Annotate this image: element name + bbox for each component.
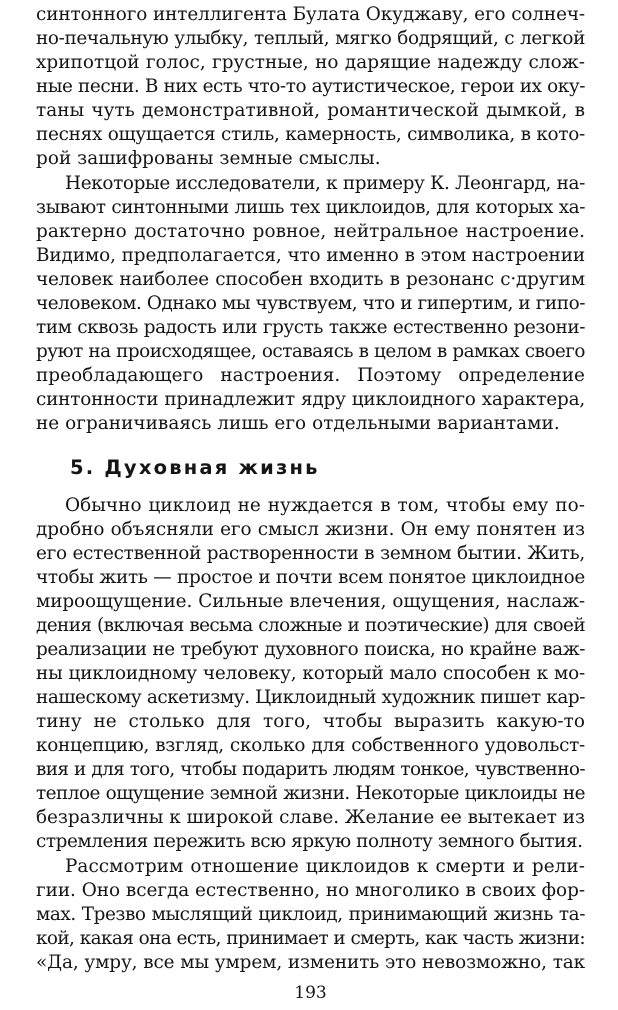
text-line: дения (включая весьма сложные и поэтические) для своей	[36, 615, 585, 636]
text-line: человек наиболее способен входить в резонанс с·другим	[36, 269, 585, 290]
text-line: Некоторые исследователи, к примеру К. Леонгард, на-	[65, 173, 585, 194]
text-line: дробно объясняли его смысл жизни. Он ему понятен из	[36, 519, 585, 540]
text-line: хрипотцой голос, грустные, но дарящие надежду слож-	[36, 52, 585, 73]
text-line: синтонного интеллигента Булата Окуджаву, его солнеч-	[36, 4, 585, 25]
text-line: таны чуть демонстративной, романтической дымкой, в	[36, 100, 585, 121]
text-line: вия и для того, чтобы подарить людям тонкое, чувственно-	[36, 759, 585, 780]
text-line: безразличны к широкой славе. Желание ее вытекает из	[36, 807, 585, 828]
text-line: Видимо, предполагается, что именно в этом настроении	[36, 245, 585, 266]
text-line: гии. Оно всегда естественно, но многолико в своих фор-	[36, 880, 585, 901]
text-line: мах. Трезво мыслящий циклоид, принимающий жизнь та-	[36, 904, 585, 925]
text-line: Обычно циклоид не нуждается в том, чтобы ему по-	[65, 495, 585, 516]
text-line: чтобы жить — простое и почти всем понятое циклоидное	[36, 567, 585, 588]
text-line: преобладающего настроения. Поэтому определение	[36, 365, 585, 386]
text-line: концепцию, взгляд, сколько для собственного удовольст-	[36, 735, 585, 756]
text-line: «Да, умру, все мы умрем, изменить это невозможно, так	[36, 952, 585, 973]
text-line: реализации не требуют духовного поиска, но крайне важ-	[36, 639, 585, 660]
text-line: песнях ощущается стиль, камерность, символика, в кото-	[36, 124, 585, 145]
text-line: Рассмотрим отношение циклоидов к смерти и рели-	[65, 856, 585, 877]
text-line: человеком. Однако мы чувствуем, что и гипертим, и гипо-	[36, 293, 585, 314]
text-line: зывают синтонными лишь тех циклоидов, для которых ха-	[36, 197, 585, 218]
text-line: тим сквозь радость или грусть также естественно резони-	[36, 317, 585, 338]
text-line: мироощущение. Сильные влечения, ощущения, наслаж-	[36, 591, 585, 612]
text-line: рактерно достаточно ровное, нейтральное настроение.	[36, 221, 585, 242]
section-heading: 5. Духовная жизнь	[70, 456, 320, 479]
text-line: не ограничиваясь лишь его отдельными вариантами.	[36, 413, 560, 434]
book-page	[36, 0, 585, 1010]
text-line: ны циклоидному человеку, который мало способен к мо-	[36, 663, 585, 684]
text-line: рой зашифрованы земные смыслы.	[36, 148, 381, 169]
text-line: нашескому аскетизму. Циклоидный художник пишет кар-	[36, 687, 585, 708]
text-line: руют на происходящее, оставаясь в целом в рамках своего	[36, 341, 585, 362]
page-number: 193	[294, 983, 327, 1003]
text-line: синтонности принадлежит ядру циклоидного характера,	[36, 389, 585, 410]
text-line: но-печальную улыбку, теплый, мягко бодрящий, с легкой	[36, 28, 585, 49]
text-line: стремления пережить всю яркую полноту земного бытия.	[36, 831, 583, 852]
text-line: ные песни. В них есть что-то аутистическое, герои их оку-	[36, 76, 585, 97]
text-line: тину не столько для того, чтобы выразить какую-то	[36, 711, 585, 732]
text-line: теплое ощущение земной жизни. Некоторые циклоиды не	[36, 783, 585, 804]
text-line: кой, какая она есть, принимает и смерть, как часть жизни:	[36, 928, 585, 949]
text-line: его естественной растворенности в земном бытии. Жить,	[36, 543, 585, 564]
